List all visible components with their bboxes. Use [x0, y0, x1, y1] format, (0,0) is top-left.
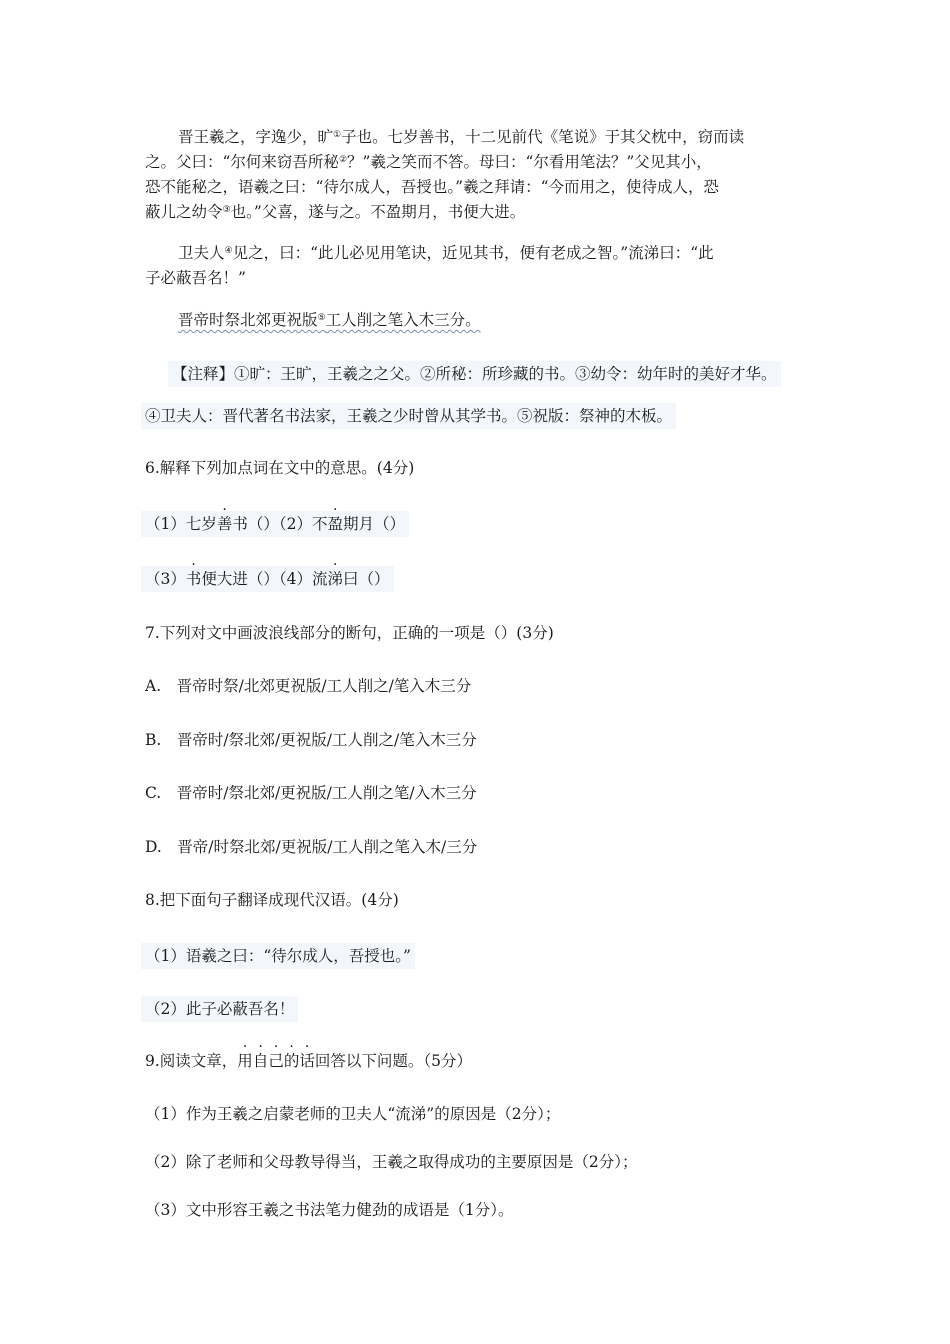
- footnote-marker: ⑤: [317, 313, 326, 323]
- footnote-marker: ④: [224, 246, 233, 256]
- question-8-item: （1）语羲之曰：“待尔成人，吾授也。”: [141, 943, 415, 969]
- dotted-word: 涕: [327, 570, 344, 588]
- option-d: D. 晋帝/时祭北郊/更祝版/工人削之笔入木/三分: [145, 838, 478, 856]
- question-9-item: （3）文中形容王羲之书法笔力健劲的成语是（1分）。: [145, 1201, 514, 1219]
- footnote-marker: ①: [333, 130, 342, 140]
- wavy-underlined-sentence: [178, 309, 481, 331]
- passage-line: 子必蔽吾名！”: [145, 269, 246, 287]
- question-8-title: 8.把下面句子翻译成现代汉语。(4分): [145, 891, 399, 909]
- notes-line: ④卫夫人：晋代著名书法家，王羲之少时曾从其学书。⑤祝版：祭神的木板。: [141, 403, 676, 429]
- passage-line: [178, 242, 714, 264]
- passage-text: 见之，曰：“此儿必见用笔诀，近见其书，便有老成之智。”流涕曰：“此: [232, 244, 714, 262]
- item-text: 书（）（2）不: [232, 515, 328, 533]
- dotted-word: 善: [216, 515, 233, 533]
- question-6-item: [141, 566, 394, 592]
- question-9-item: （2）除了老师和父母教导得当，王羲之取得成功的主要原因是（2分）；: [145, 1153, 638, 1171]
- option-c: C. 晋帝时/祭北郊/更祝版/工人削之笔/入木三分: [145, 784, 477, 802]
- item-text: 期月（）: [343, 515, 406, 533]
- dotted-char: 话: [299, 1052, 315, 1070]
- dotted-char: 自: [252, 1052, 269, 1070]
- footnote-marker: ②: [338, 155, 348, 165]
- passage-text: 也。”父喜，遂与之。不盈期月，书便大进。: [230, 203, 526, 221]
- dotted-char: 用: [237, 1052, 253, 1070]
- passage-text: 之。父曰：“尔何来窃吾所秘: [145, 153, 339, 171]
- dotted-word: [237, 1052, 315, 1070]
- passage-text: 晋王羲之，字逸少，旷: [178, 128, 334, 146]
- item-text: （1）七岁: [145, 515, 217, 533]
- dotted-char: 的: [283, 1052, 300, 1070]
- passage-text: 晋帝时祭北郊更祝版: [178, 311, 318, 329]
- option-a: A. 晋帝时祭/北郊更祝版/工人削之/笔入木三分: [145, 677, 472, 695]
- dotted-char: 己: [268, 1052, 284, 1070]
- option-b: B. 晋帝时/祭北郊/更祝版/工人削之/笔入木三分: [145, 731, 477, 749]
- question-7-title: 7.下列对文中画波浪线部分的断句，正确的一项是（）(3分): [145, 624, 554, 642]
- question-6-item: [141, 511, 409, 537]
- passage-text: 子也。七岁善书，十二见前代《笔说》于其父枕中，窃而读: [341, 128, 745, 146]
- dotted-word: 盈: [327, 515, 344, 533]
- passage-line: [145, 151, 712, 173]
- passage-text: ？”羲之笑而不答。母曰：“尔看用笔法？”父见其小，: [347, 153, 712, 171]
- passage-line: [178, 126, 744, 148]
- item-text: 便大进（）（4）流: [201, 570, 328, 588]
- passage-line: 恐不能秘之，语羲之曰：“待尔成人，吾授也。”羲之拜请：“今而用之，使待成人，恐: [145, 178, 720, 196]
- item-text: 曰（）: [343, 570, 390, 588]
- question-6-title: 6.解释下列加点词在文中的意思。(4分): [145, 459, 415, 477]
- passage-text: 工人削之笔入木三分。: [325, 311, 481, 329]
- footnote-marker: ③: [222, 205, 231, 215]
- passage-text: 卫夫人: [178, 244, 225, 262]
- notes-line: 【注释】①旷：王旷，王羲之之父。②所秘：所珍藏的书。③幼令：幼年时的美好才华。: [168, 361, 781, 387]
- item-text: 回答以下问题。（5分）: [314, 1052, 472, 1070]
- item-text: 9.阅读文章，: [145, 1052, 238, 1070]
- passage-text: 蔽儿之幼令: [145, 203, 223, 221]
- question-9-item: （1）作为王羲之启蒙老师的卫夫人“流涕”的原因是（2分）；: [145, 1105, 561, 1123]
- question-9-title: [145, 1050, 472, 1072]
- dotted-word: 书: [185, 570, 202, 588]
- question-8-item: （2）此子必蔽吾名！: [141, 996, 298, 1022]
- passage-line: [145, 201, 525, 223]
- item-text: （3）: [145, 570, 186, 588]
